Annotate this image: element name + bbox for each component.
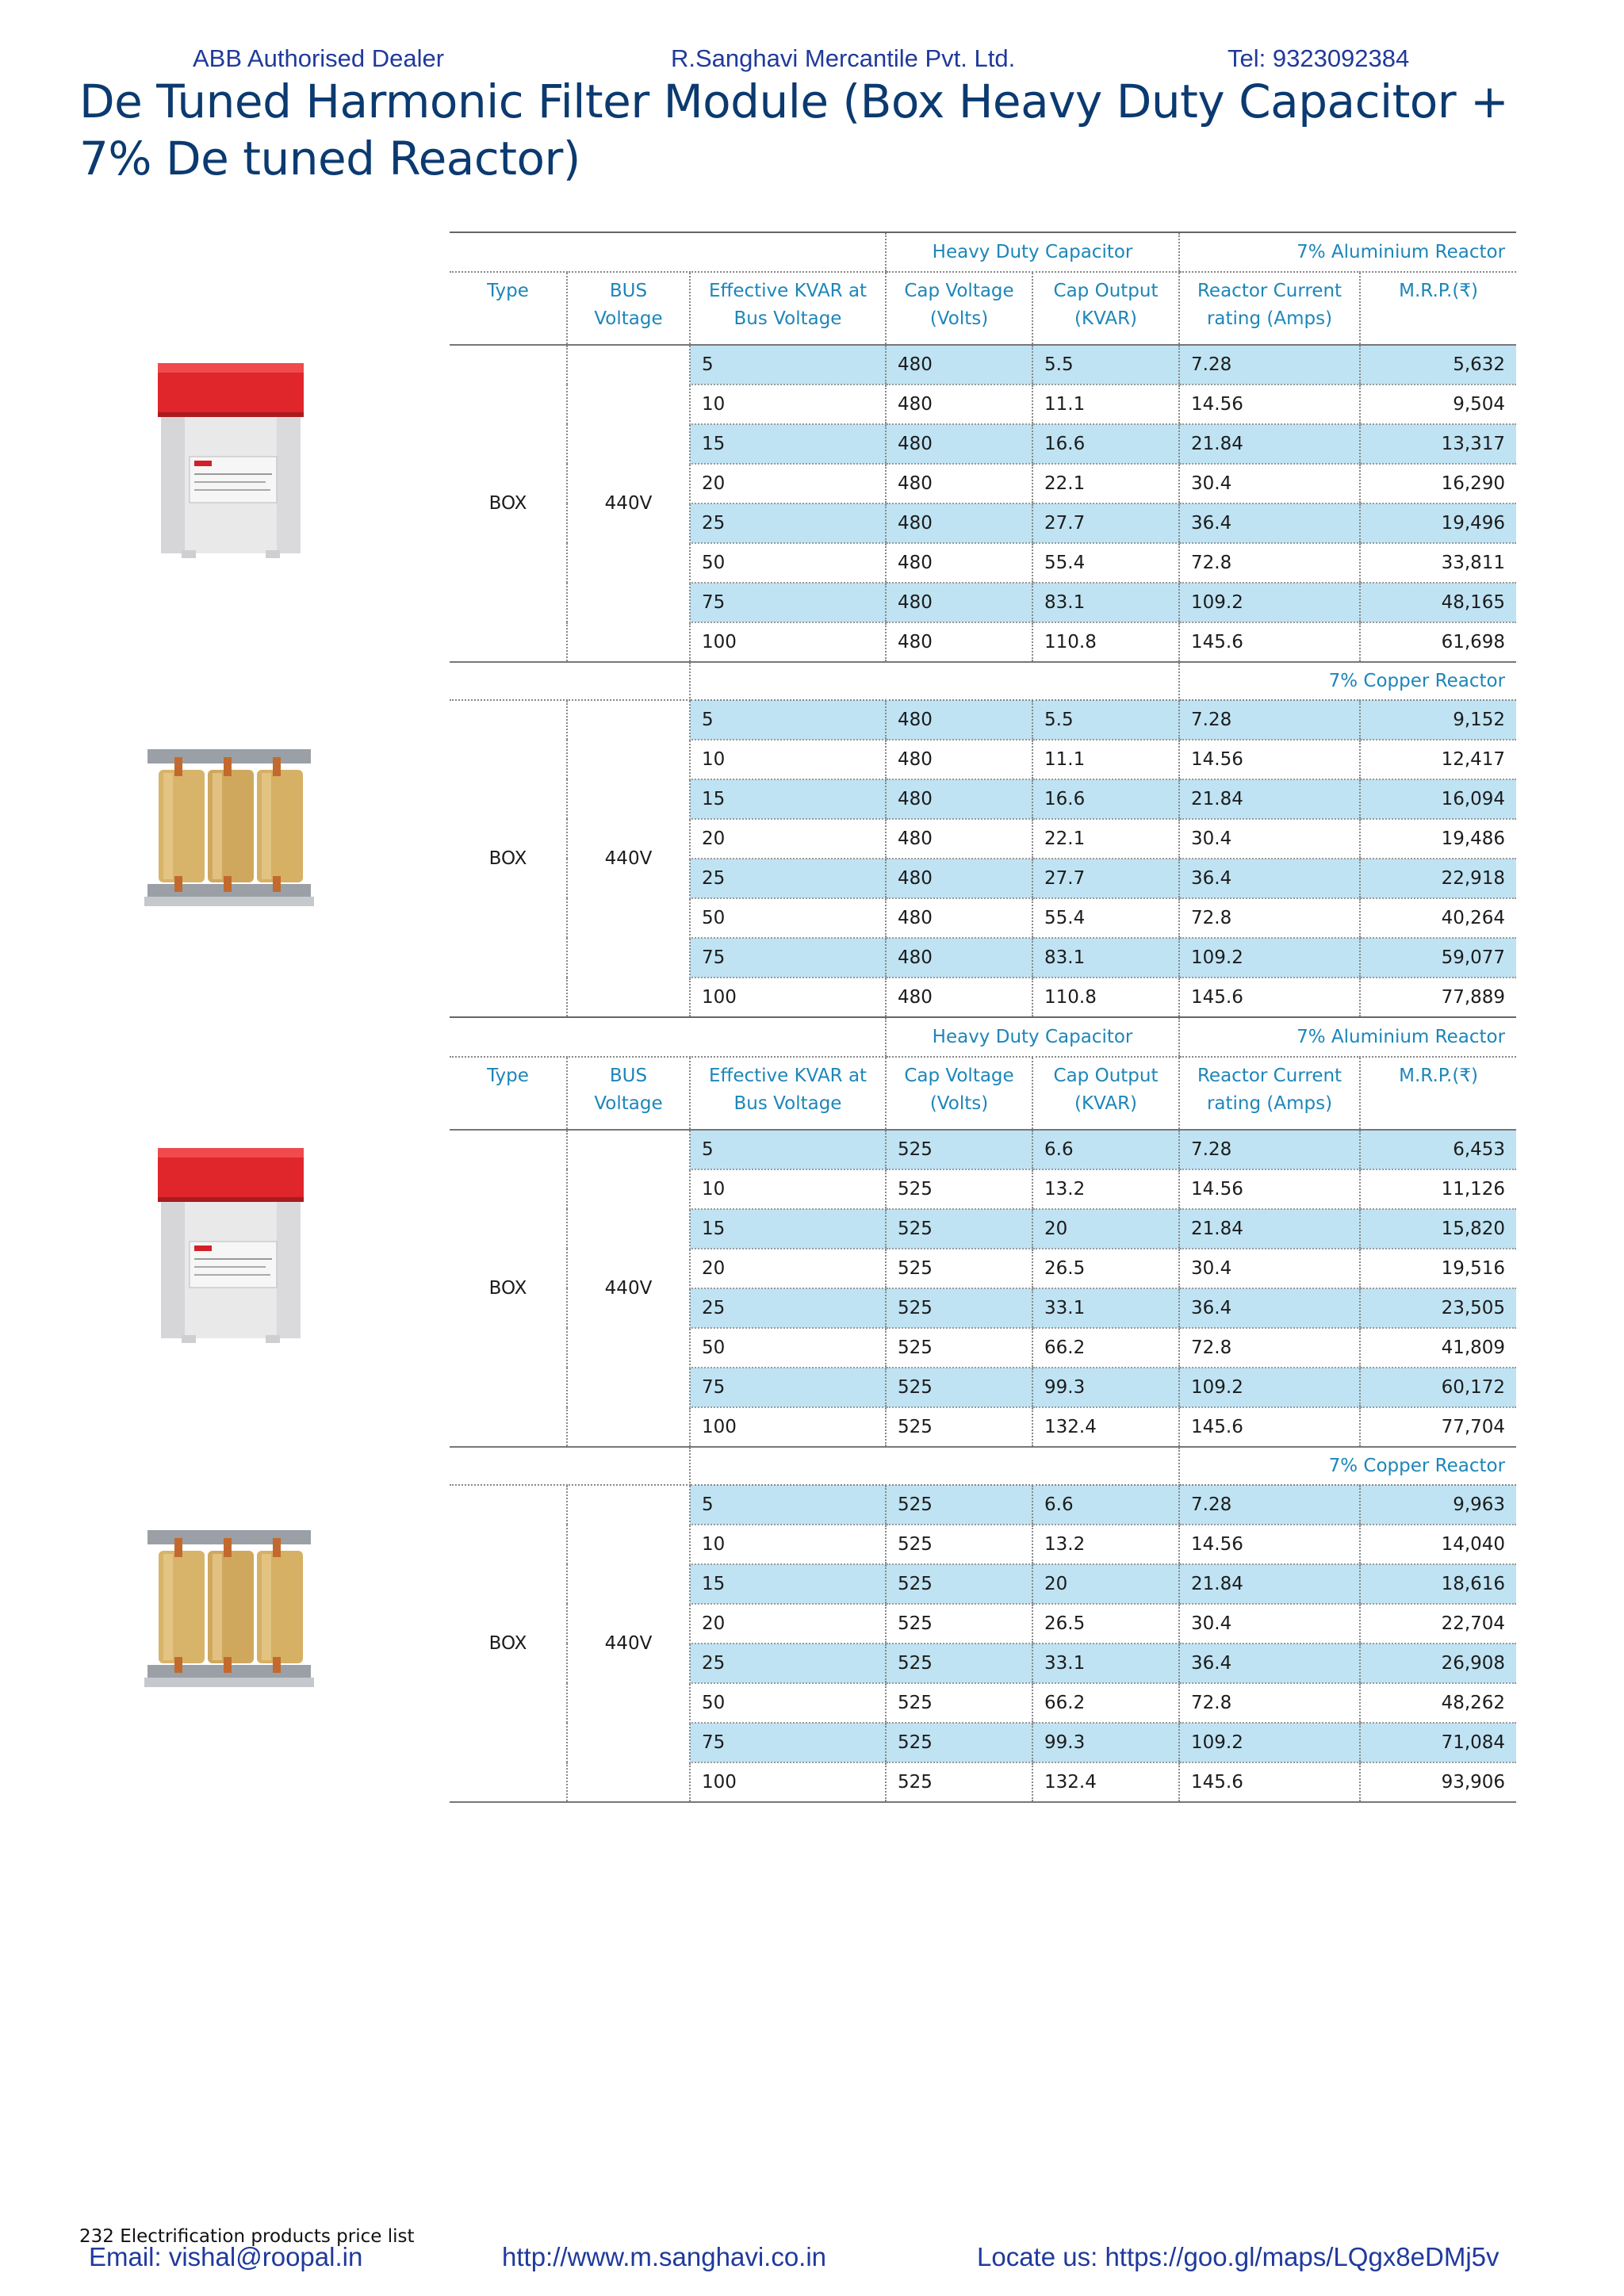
reactor-current-cell: 109.2 xyxy=(1179,938,1360,978)
col-mrp-header: M.R.P.(₹) xyxy=(1360,1057,1516,1130)
cap-voltage-cell: 525 xyxy=(886,1249,1032,1288)
group-header-capacitor: Heavy Duty Capacitor xyxy=(886,1017,1179,1057)
reactor-current-cell: 72.8 xyxy=(1179,1328,1360,1368)
cap-output-cell: 83.1 xyxy=(1032,938,1179,978)
col-reactor-current-header xyxy=(1179,272,1360,345)
col-cap-output-header-line: Cap Output xyxy=(1053,1066,1159,1086)
cap-voltage-cell: 525 xyxy=(886,1525,1032,1564)
price-table xyxy=(450,1016,1516,1803)
cap-voltage-cell: 480 xyxy=(886,978,1032,1017)
mrp-cell: 16,290 xyxy=(1360,464,1516,503)
cap-output-cell: 26.5 xyxy=(1032,1604,1179,1644)
effective-kvar-cell: 15 xyxy=(690,424,886,464)
effective-kvar-cell: 25 xyxy=(690,859,886,898)
mrp-cell: 23,505 xyxy=(1360,1288,1516,1328)
cap-voltage-cell: 480 xyxy=(886,464,1032,503)
reactor-current-cell: 30.4 xyxy=(1179,1249,1360,1288)
reactor-current-cell: 145.6 xyxy=(1179,978,1360,1017)
col-bus-voltage-header-line: Voltage xyxy=(594,1093,663,1114)
cap-voltage-cell: 480 xyxy=(886,700,1032,740)
cap-voltage-cell: 480 xyxy=(886,583,1032,622)
group-header-row xyxy=(450,1017,1516,1057)
cap-voltage-cell: 525 xyxy=(886,1485,1032,1525)
reactor-current-cell: 145.6 xyxy=(1179,1407,1360,1447)
mrp-cell: 77,704 xyxy=(1360,1407,1516,1447)
cap-output-cell: 99.3 xyxy=(1032,1368,1179,1407)
cap-output-cell: 13.2 xyxy=(1032,1525,1179,1564)
company-name: R.Sanghavi Mercantile Pvt. Ltd. xyxy=(671,44,1016,72)
col-effective-kvar-header-line: Bus Voltage xyxy=(733,308,842,329)
mrp-cell: 48,262 xyxy=(1360,1683,1516,1723)
reactor-current-cell: 109.2 xyxy=(1179,583,1360,622)
mrp-cell: 6,453 xyxy=(1360,1130,1516,1169)
mrp-cell: 33,811 xyxy=(1360,543,1516,583)
reactor-current-cell: 36.4 xyxy=(1179,1644,1360,1683)
reactor-current-cell: 7.28 xyxy=(1179,700,1360,740)
cap-output-cell: 6.6 xyxy=(1032,1485,1179,1525)
col-bus-voltage-header-line: Voltage xyxy=(594,308,663,329)
cap-voltage-cell: 480 xyxy=(886,345,1032,385)
effective-kvar-cell: 50 xyxy=(690,1328,886,1368)
col-bus-voltage-header xyxy=(567,272,690,345)
col-reactor-current-header-line: Reactor Current xyxy=(1197,1066,1342,1086)
cap-voltage-cell: 480 xyxy=(886,779,1032,819)
reactor-current-cell: 30.4 xyxy=(1179,819,1360,859)
col-reactor-current-header-line: Reactor Current xyxy=(1197,281,1342,301)
cap-voltage-cell: 480 xyxy=(886,622,1032,662)
group-header-spacer xyxy=(450,1017,886,1057)
mrp-cell: 9,504 xyxy=(1360,385,1516,424)
effective-kvar-cell: 20 xyxy=(690,464,886,503)
reactor-current-cell: 145.6 xyxy=(1179,622,1360,662)
cap-output-cell: 20 xyxy=(1032,1209,1179,1249)
effective-kvar-cell: 75 xyxy=(690,1368,886,1407)
reactor-current-cell: 36.4 xyxy=(1179,1288,1360,1328)
group-header-row xyxy=(450,232,1516,272)
mrp-cell: 71,084 xyxy=(1360,1723,1516,1762)
col-effective-kvar-header xyxy=(690,272,886,345)
cap-voltage-cell: 525 xyxy=(886,1564,1032,1604)
col-reactor-current-header-line: rating (Amps) xyxy=(1206,1093,1333,1114)
subheader-spacer xyxy=(450,1447,690,1485)
page-title-line1: De Tuned Harmonic Filter Module (Box Heavy Duty Capacitor + xyxy=(79,75,1509,128)
cap-voltage-cell: 525 xyxy=(886,1683,1032,1723)
reactor-current-cell: 7.28 xyxy=(1179,345,1360,385)
effective-kvar-cell: 5 xyxy=(690,1485,886,1525)
mrp-cell: 19,496 xyxy=(1360,503,1516,543)
cap-voltage-cell: 525 xyxy=(886,1328,1032,1368)
effective-kvar-cell: 10 xyxy=(690,1525,886,1564)
mrp-cell: 19,516 xyxy=(1360,1249,1516,1288)
effective-kvar-cell: 20 xyxy=(690,1249,886,1288)
cap-voltage-cell: 525 xyxy=(886,1209,1032,1249)
col-effective-kvar-header-line: Effective KVAR at xyxy=(708,1066,868,1086)
table-row xyxy=(450,1485,1516,1525)
col-cap-voltage-header-line: (Volts) xyxy=(929,1093,989,1114)
mrp-cell: 9,963 xyxy=(1360,1485,1516,1525)
bus-voltage-cell: 440V xyxy=(567,1485,690,1802)
mrp-cell: 5,632 xyxy=(1360,345,1516,385)
price-table-480v xyxy=(450,232,1516,1018)
reactor-current-cell: 21.84 xyxy=(1179,1564,1360,1604)
effective-kvar-cell: 100 xyxy=(690,1407,886,1447)
cap-output-cell: 132.4 xyxy=(1032,1762,1179,1802)
col-cap-voltage-header xyxy=(886,1057,1032,1130)
cap-output-cell: 5.5 xyxy=(1032,700,1179,740)
col-cap-output-header xyxy=(1032,1057,1179,1130)
cap-voltage-cell: 480 xyxy=(886,898,1032,938)
telephone: Tel: 9323092384 xyxy=(1228,44,1410,72)
group-header-capacitor: Heavy Duty Capacitor xyxy=(886,232,1179,272)
type-cell: BOX xyxy=(450,1485,567,1802)
mrp-cell: 61,698 xyxy=(1360,622,1516,662)
reactor-current-cell: 21.84 xyxy=(1179,779,1360,819)
reactor-image-2 xyxy=(143,1522,321,1712)
price-table-525v xyxy=(450,1016,1516,1803)
col-type-header: Type xyxy=(450,272,567,345)
reactor-current-cell: 7.28 xyxy=(1179,1130,1360,1169)
col-cap-output-header-line: (KVAR) xyxy=(1074,1093,1138,1114)
subheader-spacer xyxy=(690,662,1179,700)
effective-kvar-cell: 100 xyxy=(690,622,886,662)
effective-kvar-cell: 50 xyxy=(690,898,886,938)
reactor-current-cell: 72.8 xyxy=(1179,1683,1360,1723)
cap-output-cell: 16.6 xyxy=(1032,779,1179,819)
bus-voltage-cell: 440V xyxy=(567,1130,690,1447)
col-mrp-header: M.R.P.(₹) xyxy=(1360,272,1516,345)
cap-output-cell: 83.1 xyxy=(1032,583,1179,622)
col-bus-voltage-header-line: BUS xyxy=(609,281,648,301)
cap-output-cell: 66.2 xyxy=(1032,1328,1179,1368)
mrp-cell: 40,264 xyxy=(1360,898,1516,938)
reactor-current-cell: 7.28 xyxy=(1179,1485,1360,1525)
effective-kvar-cell: 20 xyxy=(690,1604,886,1644)
col-cap-voltage-header-line: Cap Voltage xyxy=(904,281,1014,301)
effective-kvar-cell: 75 xyxy=(690,583,886,622)
reactor-current-cell: 14.56 xyxy=(1179,1169,1360,1209)
cap-output-cell: 11.1 xyxy=(1032,740,1179,779)
mrp-cell: 11,126 xyxy=(1360,1169,1516,1209)
effective-kvar-cell: 5 xyxy=(690,700,886,740)
mrp-cell: 59,077 xyxy=(1360,938,1516,978)
mrp-cell: 18,616 xyxy=(1360,1564,1516,1604)
cap-output-cell: 99.3 xyxy=(1032,1723,1179,1762)
reactor-current-cell: 30.4 xyxy=(1179,464,1360,503)
subheader-spacer xyxy=(690,1447,1179,1485)
column-header-row xyxy=(450,1057,1516,1130)
type-cell: BOX xyxy=(450,1130,567,1447)
reactor-current-cell: 36.4 xyxy=(1179,503,1360,543)
reactor-current-cell: 14.56 xyxy=(1179,385,1360,424)
cap-voltage-cell: 525 xyxy=(886,1169,1032,1209)
reactor-current-cell: 72.8 xyxy=(1179,543,1360,583)
cap-voltage-cell: 480 xyxy=(886,819,1032,859)
copper-reactor-subheader-row xyxy=(450,1447,1516,1485)
reactor-current-cell: 21.84 xyxy=(1179,424,1360,464)
cap-voltage-cell: 525 xyxy=(886,1130,1032,1169)
page-title xyxy=(79,73,1554,187)
reactor-current-cell: 30.4 xyxy=(1179,1604,1360,1644)
mrp-cell: 93,906 xyxy=(1360,1762,1516,1802)
mrp-cell: 26,908 xyxy=(1360,1644,1516,1683)
map-link[interactable]: Locate us: https://goo.gl/maps/LQgx8eDMj5v xyxy=(977,2242,1500,2271)
effective-kvar-cell: 5 xyxy=(690,345,886,385)
cap-voltage-cell: 480 xyxy=(886,385,1032,424)
reactor-current-cell: 21.84 xyxy=(1179,1209,1360,1249)
mrp-cell: 15,820 xyxy=(1360,1209,1516,1249)
reactor-current-cell: 145.6 xyxy=(1179,1762,1360,1802)
col-effective-kvar-header-line: Effective KVAR at xyxy=(708,281,868,301)
column-header-row xyxy=(450,272,1516,345)
cap-output-cell: 66.2 xyxy=(1032,1683,1179,1723)
cap-voltage-cell: 525 xyxy=(886,1604,1032,1644)
bus-voltage-cell: 440V xyxy=(567,345,690,662)
reactor-image xyxy=(143,741,321,932)
cap-voltage-cell: 480 xyxy=(886,859,1032,898)
group-header-spacer xyxy=(450,232,886,272)
col-cap-voltage-header xyxy=(886,272,1032,345)
effective-kvar-cell: 20 xyxy=(690,819,886,859)
cap-output-cell: 20 xyxy=(1032,1564,1179,1604)
mrp-cell: 19,486 xyxy=(1360,819,1516,859)
group-header-aluminium: 7% Aluminium Reactor xyxy=(1179,1017,1516,1057)
cap-output-cell: 16.6 xyxy=(1032,424,1179,464)
cap-output-cell: 33.1 xyxy=(1032,1288,1179,1328)
cap-voltage-cell: 480 xyxy=(886,740,1032,779)
cap-output-cell: 26.5 xyxy=(1032,1249,1179,1288)
effective-kvar-cell: 15 xyxy=(690,1564,886,1604)
cap-output-cell: 55.4 xyxy=(1032,543,1179,583)
cap-output-cell: 33.1 xyxy=(1032,1644,1179,1683)
box-capacitor-image xyxy=(155,357,313,563)
effective-kvar-cell: 100 xyxy=(690,1762,886,1802)
cap-voltage-cell: 480 xyxy=(886,543,1032,583)
effective-kvar-cell: 25 xyxy=(690,1644,886,1683)
mrp-cell: 12,417 xyxy=(1360,740,1516,779)
reactor-current-cell: 14.56 xyxy=(1179,740,1360,779)
cap-voltage-cell: 480 xyxy=(886,503,1032,543)
mrp-cell: 13,317 xyxy=(1360,424,1516,464)
col-effective-kvar-header xyxy=(690,1057,886,1130)
col-reactor-current-header xyxy=(1179,1057,1360,1130)
cap-voltage-cell: 525 xyxy=(886,1407,1032,1447)
effective-kvar-cell: 75 xyxy=(690,938,886,978)
effective-kvar-cell: 50 xyxy=(690,543,886,583)
cap-voltage-cell: 525 xyxy=(886,1644,1032,1683)
mrp-cell: 16,094 xyxy=(1360,779,1516,819)
effective-kvar-cell: 15 xyxy=(690,1209,886,1249)
reactor-current-cell: 109.2 xyxy=(1179,1368,1360,1407)
cap-voltage-cell: 480 xyxy=(886,938,1032,978)
cap-output-cell: 11.1 xyxy=(1032,385,1179,424)
cap-output-cell: 27.7 xyxy=(1032,503,1179,543)
group-header-aluminium: 7% Aluminium Reactor xyxy=(1179,232,1516,272)
type-cell: BOX xyxy=(450,700,567,1017)
col-bus-voltage-header xyxy=(567,1057,690,1130)
email-link[interactable]: Email: vishal@roopal.in xyxy=(89,2242,363,2271)
table-row xyxy=(450,1130,1516,1169)
cap-voltage-cell: 525 xyxy=(886,1288,1032,1328)
effective-kvar-cell: 10 xyxy=(690,740,886,779)
website-link[interactable]: http://www.m.sanghavi.co.in xyxy=(502,2242,827,2271)
page-title-line2: 7% De tuned Reactor) xyxy=(79,132,580,186)
mrp-cell: 22,918 xyxy=(1360,859,1516,898)
effective-kvar-cell: 75 xyxy=(690,1723,886,1762)
col-effective-kvar-header-line: Bus Voltage xyxy=(733,1093,842,1114)
reactor-current-cell: 109.2 xyxy=(1179,1723,1360,1762)
box-capacitor-image-2 xyxy=(155,1142,313,1348)
cap-voltage-cell: 525 xyxy=(886,1368,1032,1407)
mrp-cell: 77,889 xyxy=(1360,978,1516,1017)
table-row xyxy=(450,700,1516,740)
mrp-cell: 22,704 xyxy=(1360,1604,1516,1644)
col-type-header: Type xyxy=(450,1057,567,1130)
copper-reactor-subheader-row xyxy=(450,662,1516,700)
cap-voltage-cell: 525 xyxy=(886,1723,1032,1762)
cap-voltage-cell: 525 xyxy=(886,1762,1032,1802)
cap-output-cell: 27.7 xyxy=(1032,859,1179,898)
effective-kvar-cell: 10 xyxy=(690,1169,886,1209)
cap-output-cell: 110.8 xyxy=(1032,978,1179,1017)
cap-output-cell: 22.1 xyxy=(1032,819,1179,859)
cap-output-cell: 132.4 xyxy=(1032,1407,1179,1447)
effective-kvar-cell: 15 xyxy=(690,779,886,819)
mrp-cell: 14,040 xyxy=(1360,1525,1516,1564)
table-row xyxy=(450,345,1516,385)
group-header-copper: 7% Copper Reactor xyxy=(1179,662,1516,700)
cap-output-cell: 110.8 xyxy=(1032,622,1179,662)
col-cap-output-header-line: (KVAR) xyxy=(1074,308,1138,329)
cap-output-cell: 13.2 xyxy=(1032,1169,1179,1209)
col-cap-output-header xyxy=(1032,272,1179,345)
effective-kvar-cell: 100 xyxy=(690,978,886,1017)
effective-kvar-cell: 25 xyxy=(690,503,886,543)
cap-voltage-cell: 480 xyxy=(886,424,1032,464)
col-cap-voltage-header-line: (Volts) xyxy=(929,308,989,329)
mrp-cell: 60,172 xyxy=(1360,1368,1516,1407)
cap-output-cell: 22.1 xyxy=(1032,464,1179,503)
price-table xyxy=(450,232,1516,1018)
reactor-current-cell: 14.56 xyxy=(1179,1525,1360,1564)
page-footer-note: 232 Electrification products price list xyxy=(79,2226,415,2247)
type-cell: BOX xyxy=(450,345,567,662)
col-cap-output-header-line: Cap Output xyxy=(1053,281,1159,301)
mrp-cell: 41,809 xyxy=(1360,1328,1516,1368)
mrp-cell: 48,165 xyxy=(1360,583,1516,622)
col-cap-voltage-header-line: Cap Voltage xyxy=(904,1066,1014,1086)
cap-output-cell: 55.4 xyxy=(1032,898,1179,938)
cap-output-cell: 6.6 xyxy=(1032,1130,1179,1169)
mrp-cell: 9,152 xyxy=(1360,700,1516,740)
effective-kvar-cell: 5 xyxy=(690,1130,886,1169)
col-reactor-current-header-line: rating (Amps) xyxy=(1206,308,1333,329)
reactor-current-cell: 72.8 xyxy=(1179,898,1360,938)
dealer-label: ABB Authorised Dealer xyxy=(193,44,445,72)
effective-kvar-cell: 50 xyxy=(690,1683,886,1723)
col-bus-voltage-header-line: BUS xyxy=(609,1066,648,1086)
cap-output-cell: 5.5 xyxy=(1032,345,1179,385)
reactor-current-cell: 36.4 xyxy=(1179,859,1360,898)
effective-kvar-cell: 10 xyxy=(690,385,886,424)
bus-voltage-cell: 440V xyxy=(567,700,690,1017)
group-header-copper: 7% Copper Reactor xyxy=(1179,1447,1516,1485)
subheader-spacer xyxy=(450,662,690,700)
effective-kvar-cell: 25 xyxy=(690,1288,886,1328)
